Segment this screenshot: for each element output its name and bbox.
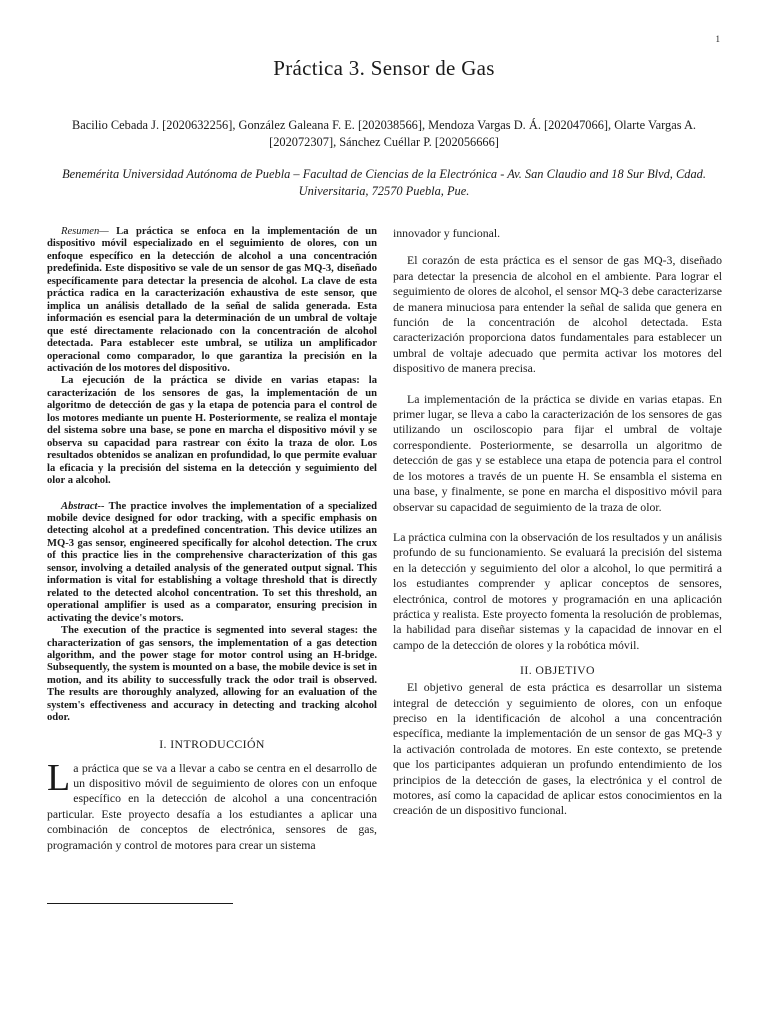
drop-cap: L (47, 756, 71, 799)
resumen-label: Resumen— (61, 226, 109, 237)
resumen-text: La práctica se enfoca en la implementación de un dispositivo móvil especializado en el seguimiento de olores, con un enfoque específico en la detección de alcohol a una concentración predefinida. Este dispositivo se vale de un sensor de gas MQ-3, diseñado específicamente para detectar la presencia de alcohol. La clave de esta práctica radica en la caracterización exhaustiva de este sensor, que implica un análisis detallado de la señal de salida generada. Esta información es esencial para la determinación de un umbral de voltaje que esté directamente relacionado con la concentración de alcohol detectada. Para establecer este umbral, se utiliza un amplificador operacional como comparador, lo que garantiza la precisión en la activación de los motores del dispositivo. (47, 226, 377, 374)
abstract-paragraph-2: The execution of the practice is segmented into several stages: the characterization of gas sensors, the implementation of a gas detection algorithm, and the power stage for motor control using an H-bridge. Subsequently, the system is mounted on a base, the mobile device is set in motion, and its ability to successfully track the odor trail is observed. The results are thoroughly analyzed, allowing for an evaluation of the system's effectiveness and accuracy in detecting and tracking alcohol odor. (47, 625, 377, 724)
left-column (47, 226, 377, 853)
objetivo-paragraph: El objetivo general de esta práctica es desarrollar un sistema integral de detección y seguimiento de olores, con un enfoque preciso en la identificación de alcohol a una concentración específica, mediante la implementación de un sensor de gas MQ-3 y la activación controlada de motores. En este contexto, se pretende que los participantes adquieran un profundo entendimiento de los principios de la detección de gases, la electrónica y el control de motores, así como la capacidad de aplicar estos conocimientos en la creación de un dispositivo funcional. (393, 680, 722, 818)
resumen-paragraph (47, 226, 377, 375)
affiliation: Benemérita Universidad Autónoma de Puebla – Facultad de Ciencias de la Electrónica - Av. San Claudio and 18 Sur Blvd, Cdad. Universitaria, 72570 Puebla, Pue. (62, 167, 706, 198)
abstract-paragraph (47, 501, 377, 626)
intro-paragraph-1 (47, 756, 377, 853)
abstract-label: Abstract-- (61, 500, 105, 512)
paper-title: Práctica 3. Sensor de Gas (273, 56, 495, 80)
page-number: 1 (715, 34, 720, 44)
abstract-text: The practice involves the implementation of a specialized mobile device designed for odor tracking, with a specific emphasis on detecting alcohol at a predefined concentration. This device utilizes an MQ-3 gas sensor, engineered specifically for alcohol detection. The crux of this practice lies in the comprehensive characterization of this gas sensor, involving a detailed analysis of the generated output signal. This information is vital for establishing a voltage threshold that is directly related to the detected alcohol concentration. To set this threshold, an operational amplifier is used as a comparator, ensuring precision in activating the device's motors. (47, 500, 377, 624)
intro-text-1: a práctica que se va a llevar a cabo se centra en el desarrollo de un dispositivo móvil de seguimiento de olores con un enfoque específico en la detección de alcohol a una concentración particular. Este proyecto desafía a los estudiantes a aplicar una combinación de conceptos de electrónica, sensores de gas, programación y control de motores para crear un sistema (47, 760, 377, 852)
section-heading-introduccion: I. INTRODUCCIÓN (159, 736, 265, 751)
footnote-rule (47, 903, 233, 904)
right-column (393, 226, 722, 819)
section-heading-objetivo: II. OBJETIVO (520, 663, 595, 678)
intro-paragraph-2: El corazón de esta práctica es el sensor de gas MQ-3, diseñado para detectar la presencia de alcohol en el ambiente. Para lograr el seguimiento de olores de alcohol, el sensor MQ-3 debe caracterizarse de manera minuciosa para entender la señal de salida que genera en función de la concentración de alcohol detectada. Esta caracterización proporciona datos fundamentales para establecer un umbral de voltaje adecuado que permita activar los motores del dispositivo de manera precisa. (393, 253, 722, 376)
intro-paragraph-4: La práctica culmina con la observación de los resultados y un análisis profundo de su funcionamiento. Se evaluará la precisión del sistema en la detección y seguimiento del olor a alcohol, lo que permitirá a los estudiantes comprender y aplicar conceptos de sensores, electrónica, control de motores y programación en una aplicación práctica y realista. Este proyecto fomenta la resolución de problemas, la habilidad para diseñar sistemas y la capacidad de innovar en el campo de la detección de olores y la robótica móvil. (393, 529, 722, 652)
authors: Bacilio Cebada J. [2020632256], González Galeana F. E. [202038566], Mendoza Vargas D. Á. [202047066], Olarte Vargas A. [202072307], Sánchez Cuéllar P. [202056666] (71, 118, 697, 149)
intro-paragraph-3: La implementación de la práctica se divide en varias etapas. En primer lugar, se lleva a cabo la caracterización de los sensores de gas utilizando un osciloscopio para fijar el umbral de voltaje correspondiente. Posteriormente, se desarrolla un algoritmo de detección de gas y se establece una etapa de potencia para el control de los motores a través de un puente H. Se ensambla el sistema en una base, y finalmente, se pone en marcha el dispositivo móvil para observar su capacidad de seguimiento de la traza de olor. (393, 391, 722, 514)
resumen-paragraph-2: La ejecución de la práctica se divide en varias etapas: la caracterización de los sensores de gas, la implementación de un algoritmo de detección de gas y la etapa de potencia para el control de los motores mediante un puente H. Posteriormente, se realiza el montaje del sistema sobre una base, se pone en marcha el dispositivo móvil y se observa su capacidad para rastrear con éxito la traza de olor. Los resultados obtenidos se analizan en profundidad, lo que permite evaluar la eficacia y la precisión del sistema en la detección y seguimiento del olor a alcohol. (47, 375, 377, 487)
intro-paragraph-1-continued: innovador y funcional. (393, 226, 501, 240)
